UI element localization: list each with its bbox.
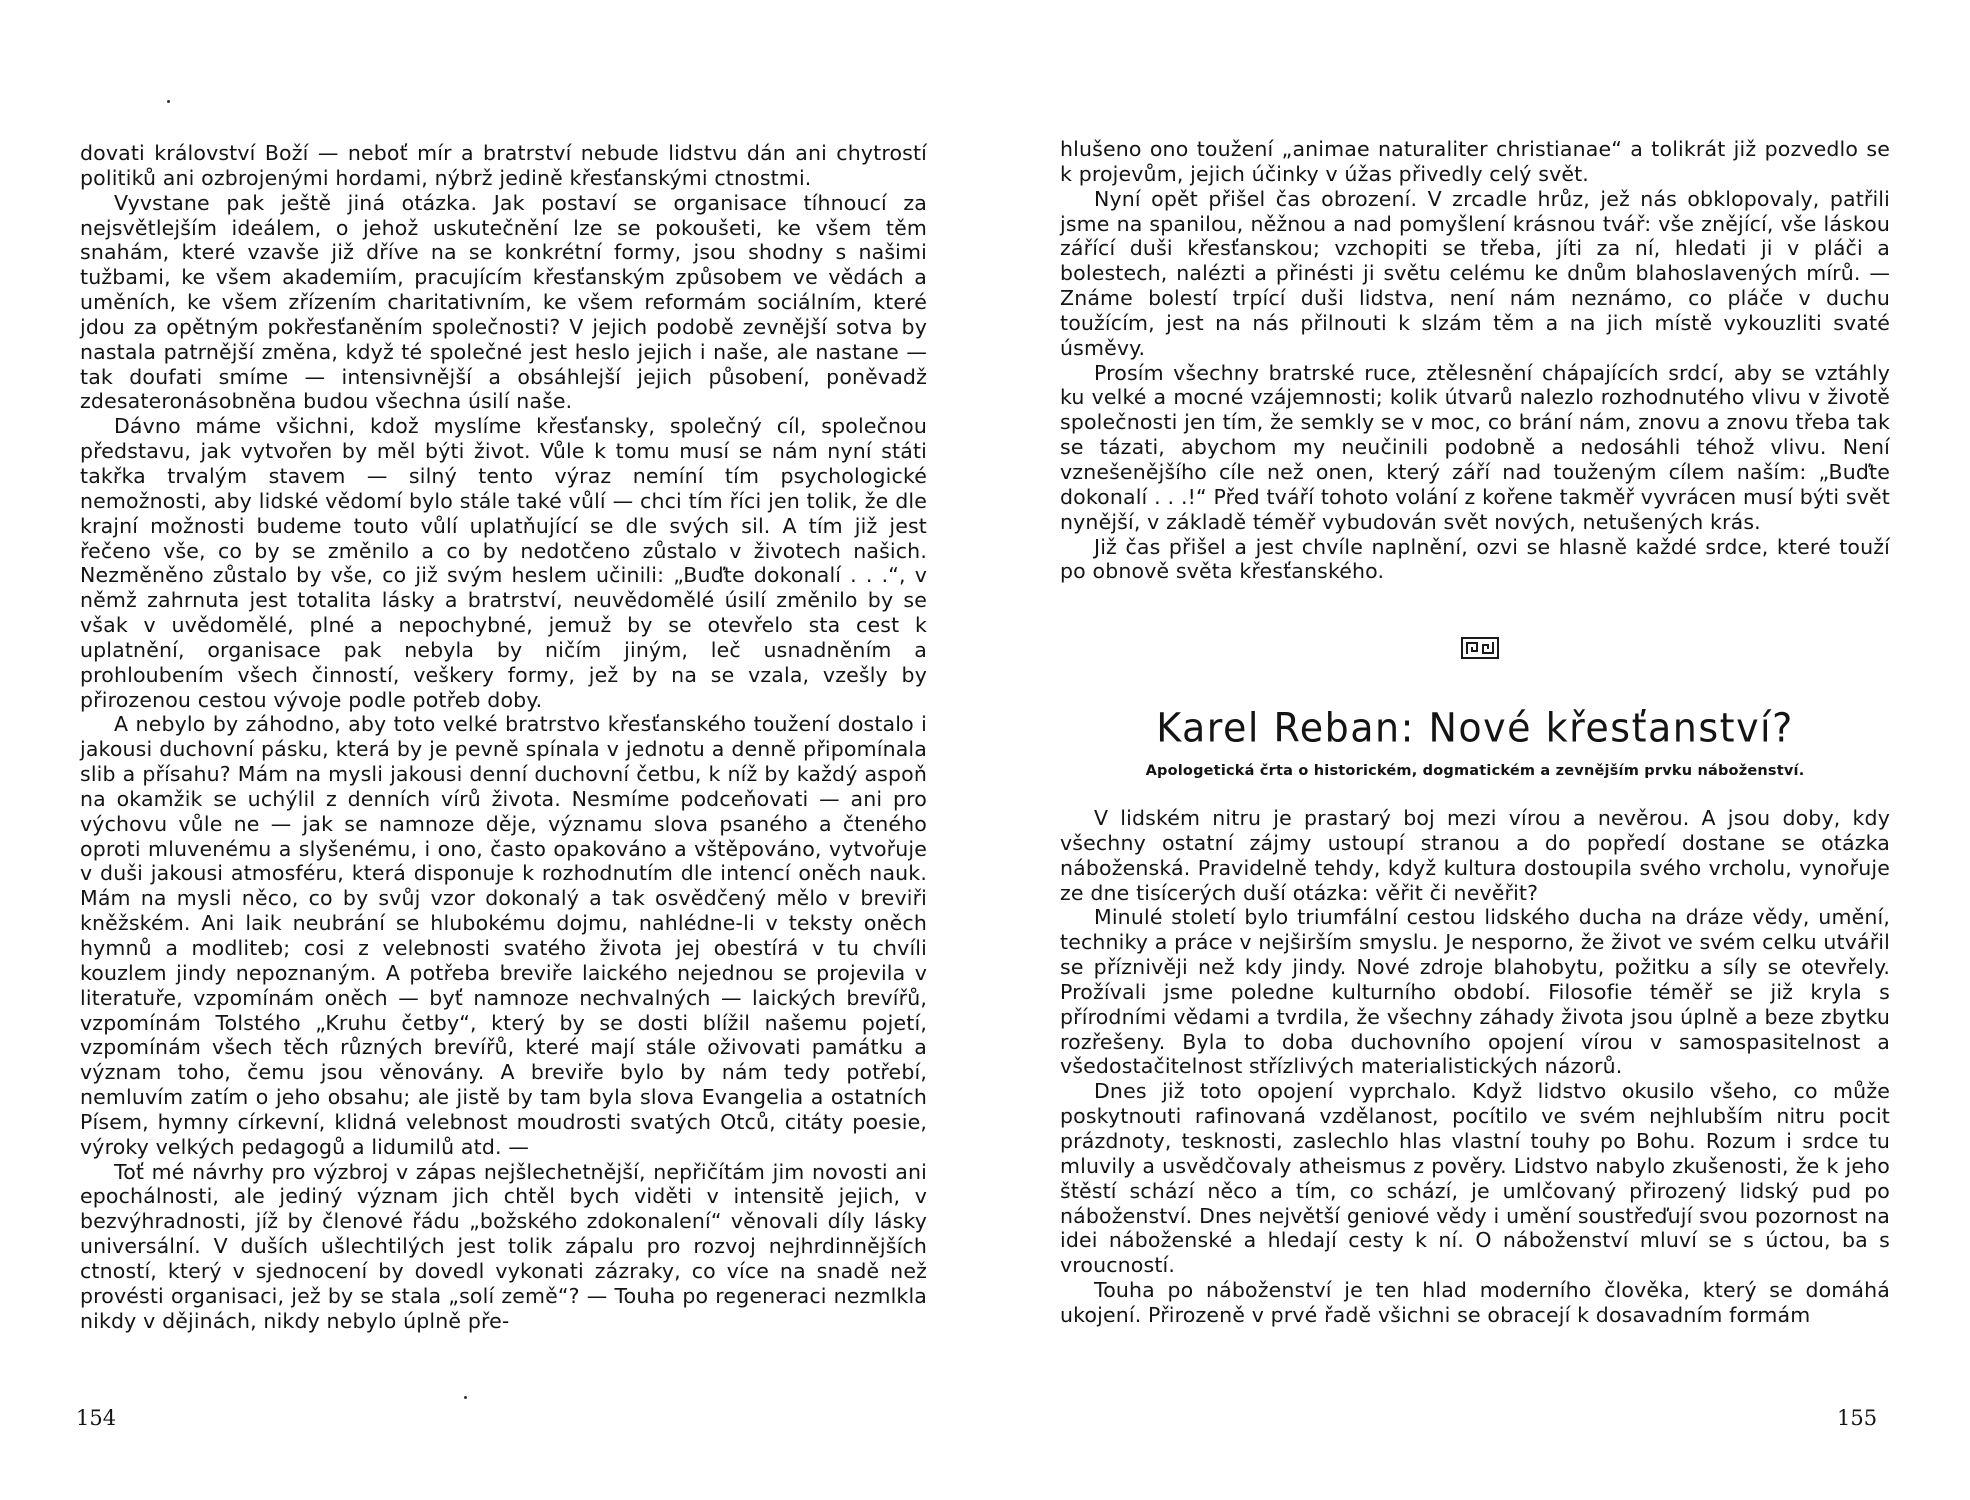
page-number: 155 [1837,1406,1878,1430]
paragraph: Minulé století bylo triumfální cestou lidského ducha na dráze vědy, umění, techniky a práce v nejširším smyslu. Je nesporno, že život ve svém celku utvářil se příznivěji než kdy jindy. Nové zdroje blahobytu, požitku a síly se otevřely. Prožívali jsme poledne kulturního období. Filosofie téměř se již kryla s přírodními vědami a tvrdila, že všechny záhady života jsou úplně a beze zbytku rozřešeny. Byla to doba duchovního opojení vírou v samospasitelnost a všedostačitelnost střízlivých materialistických názorů. [1060,905,1890,1079]
paragraph: Dnes již toto opojení vyprchalo. Když lidstvo okusilo všeho, co může poskytnouti rafinovaná vzdělanost, pocítilo ve svém nejhlubším nitru pocit prázdnoty, tesknosti, zaslechlo hlas vlastní touhy po Bohu. Rozum i srdce tu mluvily a usvědčovaly atheismus z pověry. Lidstvo nabylo zkušenosti, že k jeho štěstí schází něco a tím, co schází, je umlčovaný přirozený lidský pud po náboženství. Dnes největší geniové vědy i umění soustřeďují svou pozornost na idei náboženské a hledají cesty k ní. O náboženství mluví se s úctou, ba s vroucností. [1060,1079,1890,1278]
page-number: 154 [76,1406,117,1430]
article-title: Karel Reban: Nové křesťanství? [1156,704,1794,752]
paragraph: Prosím všechny bratrské ruce, ztělesnění chápajících srdcí, aby se vztáhly ku velké a mocné vzájemnosti; kolik útvarů nalezlo rozhodnutého vlivu v životě společnosti jen tím, že semkly se v moc, co brání nám, znovu a znovu třeba tak se tázati, abychom my neučinili podobně a nedosáhli téhož vlivu. Není vznešenějšího cíle než onen, který září nad touženým cílem naším: „Buďte dokonalí . . .!“ Před tváří tohoto volání z kořene takměř vyvrácen musí býti svět nynější, v základě téměř vybudován svět nových, netušených krás. [1060,360,1890,534]
paragraph: Nyní opět přišel čas obrození. V zrcadle hrůz, jež nás obklopovaly, patřili jsme na spanilou, něžnou a nad pomyšlení krásnou tvář: vše znějící, vše láskou zářící duši křesťanskou; vzchopiti se třeba, jíti za ní, hledati ji v pláči a bolestech, nalézti a přinésti ji světu celému ke dnům blahoslavených mírů. — Známe bolestí trpící duši lidstva, není nám neznámo, co pláče v duchu toužícím, jest na nás přilnouti k slzám těm a na jich místě vykouzliti svaté úsměvy. [1060,186,1890,360]
print-speck [464,1396,467,1399]
paragraph: Vyvstane pak ještě jiná otázka. Jak postaví se organisace tíhnoucí za nejsvětlejším ideálem, o jehož uskutečnění lze se pokoušeti, ke všem těm snahám, které vzavše již dříve na se konkrétní formy, jsou shodny s našimi tužbami, ke všem akademiím, pracujícím křesťanským způsobem ve vědách a uměních, ke všem zřízením charitativním, ke všem reformám sociálním, které jdou za opětným pokřesťaněním společnosti? V jejich podobě zevnější sotva by nastala patrnější změna, když té společné jest heslo jejich i naše, ale nastane — tak doufati smíme — intensivnější a obsáhlejší jejich působení, poněvadž zdesateronásobněna budou všechna úsilí naše. [80,190,927,414]
paragraph: Touha po náboženství je ten hlad moderního člověka, který se domáhá ukojení. Přirozeně v prvé řadě všichni se obracejí k dosavadním formám [1060,1278,1890,1327]
paragraph: dovati království Boží — neboť mír a bratrství nebude lidstvu dán ani chytrostí politiků ani ozbrojenými hordami, nýbrž jedině křesťanskými ctnostmi. [80,141,927,190]
left-page-body [80,141,927,1334]
paragraph: hlušeno ono toužení „animae naturaliter christianae“ a tolikrát již pozvedlo se k projevům, jejich účinky v úžas přivedly celý svět. [1060,137,1890,186]
paragraph: V lidském nitru je prastarý boj mezi vírou a nevěrou. A jsou doby, kdy všechny ostatní zájmy ustoupí stranou a do popředí dostane se otázka náboženská. Pravidelně tehdy, když kultura dostoupila svého vrcholu, vynořuje ze dne tisícerých duší otázka: věřit či nevěřit? [1060,806,1890,905]
paragraph: Toť mé návrhy pro výzbroj v zápas nejšlechetnější, nepřičítám jim novosti ani epochálnosti, ale jediný význam jich chtěl bych viděti v intensitě jejich, v bezvýhradnosti, jíž by členové řádu „božského zdokonalení“ věnovali díly lásky universální. V duších ušlechtilých jest tolik zápalu pro rozvoj nejhrdinnějších ctností, který v sjednocení by dovedl vykonati zázraky, co více na snadě než provésti organisaci, jež by se stala „solí země“? — Touha po regeneraci nezmlkla nikdy v dějinách, nikdy nebylo úplně pře- [80,1159,927,1333]
meander-ornament-icon [1461,637,1499,659]
right-page-body [1060,137,1890,584]
right-page [985,0,1970,1500]
article-body [1060,806,1890,1328]
paragraph: A nebylo by záhodno, aby toto velké bratrstvo křesťanského toužení dostalo i jakousi duchovní pásku, která by je pevně spínala v jednotu a denně připomínala slib a přísahu? Mám na mysli jakousi denní duchovní četbu, k níž by každý aspoň na okamžik se uchýlil z denních vírů života. Nesmíme podceňovati — ani pro výchovu vůle ne — jak se namnoze děje, významu slova psaného a čteného oproti mluvenému a slyšenému, i ono, často opakováno a vštěpováno, vytvořuje v duši jakousi atmosféru, která disponuje k rozhodnutím dle intencí oněch nauk. Mám na mysli něco, co by svůj vzor dokonalý a tak osvědčený mělo v breviři kněžském. Ani laik neubrání se hlubokému dojmu, nahlédne-li v teksty oněch hymnů a modliteb; cosi z velebnosti svatého života jej obestírá v tu chvíli kouzlem jindy nepoznaným. A potřeba breviře laického nejednou se projevila v literatuře, vzpomínám oněch — byť namnoze nechvalných — laických brevířů, vzpomínám Tolstého „Kruhu četby“, který by se dosti blížil našemu pojetí, vzpomínám všech těch různých brevířů, které mají stále oživovati památku a význam toho, čemu jsou věnovány. A breviře bylo by nám tedy potřebí, nemluvím zatím o jeho obsahu; ale jistě by tam byla slova Evangelia a ostatních Písem, hymny církevní, klidná velebnost moudrosti svatých Otců, citáty poesie, výroky velkých pedagogů a lidumilů atd. — [80,712,927,1159]
article-subtitle: Apologetická črta o historickém, dogmatickém a zevnějším prvku náboženství. [1145,763,1805,779]
print-speck [167,100,170,103]
paragraph: Již čas přišel a jest chvíle naplnění, ozvi se hlasně každé srdce, které touží po obnově světa křesťanského. [1060,534,1890,584]
paragraph: Dávno máme všichni, kdož myslíme křesťansky, společný cíl, společnou představu, jak vytvořen by měl býti život. Vůle k tomu musí se nám nyní státi takřka trvalým stavem — silný tento výraz nemíní tím psychologické nemožnosti, aby lidské vědomí bylo stále také vůlí — chci tím říci jen tolik, že dle krajní možnosti budeme touto vůlí uplatňující se dle svých sil. A tím již jest řečeno vše, co by se změnilo a co by nedotčeno zůstalo v životech našich. Nezměněno zůstalo by vše, co již svým heslem učinili: „Buďte dokonalí . . .“, v němž zahrnuta jest totalita lásky a bratrství, neuvědomělé úsilí změnilo by se však v uvědomělé, plné a nepochybné, jemuž by se otevřelo sta cest k uplatnění, organisace pak nebyla by ničím jiným, leč usnadněním a prohloubením všech činností, veškery formy, jež by na se vzala, vzešly by přirozenou cestou vývoje podle potřeb doby. [80,414,927,712]
